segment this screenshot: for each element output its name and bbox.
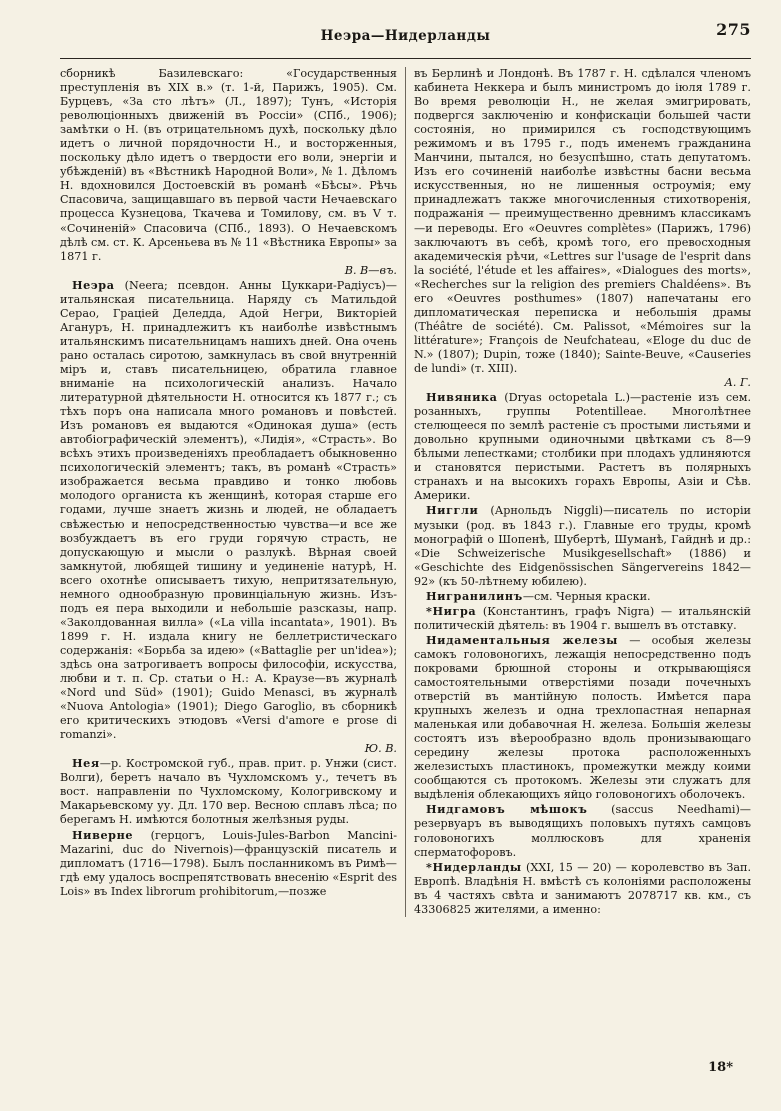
header-title: Неэра—Нидерланды xyxy=(320,28,491,44)
entry-body: (Neera; псевдон. Анны Цуккари-Радіусъ)—итальянская писательница. Наряду съ Матильдой Серао, Граціей Деледда, Адой Негри, Викторіей Агануръ, Н. принадлежитъ къ наиболѣе извѣстнымъ итальянскимъ писательницамъ нашихъ дней. Она очень рано осталась сиротою, замкнулась въ свой внутренній міръ и, ставъ писательницею, обратила главное вниманіе на психологическій анализъ. Начало литературной дѣятельности Н. относится къ 1877 г.; съ тѣхъ поръ она написала много романовъ и повѣстей. Изъ романовъ ея выдаются «Одинокая душа» (есть автобіографическій элементъ), «Лидія», «Страсть». Во всѣхъ этихъ произведеніяхъ преобладаетъ обыкновенно психологическій элементъ; такъ, въ романѣ «Страсть» изображается весьма правдиво и тонко любовь молодого органиста къ женщинѣ, которая старше его годами, лучше знаетъ жизнь и людей, не обладаетъ свѣжестью и непосредственностью чувства—и все же возбуждаетъ въ его груди горячую страсть, не допускающую и мысли о разлукѣ. Вѣрная своей замкнутой, любящей тишину и уединеніе натурѣ, Н. всего охотнѣе описываетъ тихую, непритязательную, немного однообразную провинціальную жизнь. Изъ-подъ ея пера выходили и небольшіе разсказы, напр. «Заколдованная вилла» («La villa incantata», 1901). Въ 1899 г. Н. издала книгу не беллетристическаго содержанія: «Борьба за идею» («Battaglie per un'idea»); здѣсь она затрогиваетъ вопросы философіи, искусства, любви и т. п. Ср. статьи о Н.: А. Краузе—въ журналѣ «Nord und Süd» (1901); Guido Menasci, въ журналѣ «Nuova Antologia» (1901); Diego Garoglio, въ сборникѣ его критическихъ этюдовъ «Versi d'amore e prose di romanzi». xyxy=(60,278,397,742)
article-entry xyxy=(414,390,751,503)
article-entry xyxy=(414,589,751,604)
entry-body: (Константинъ, графъ Nigra) — итальянскій политическій дѣятель: въ 1904 г. вышелъ въ отставку. xyxy=(414,604,751,632)
entry-body: (Dryas octopetala L.)—растеніе изъ сем. розанныхъ, группы Potentilleae. Многолѣтнее стелющееся по землѣ растеніе съ простыми листьями и довольно крупными одиночными цвѣтками съ 8—9 бѣлыми лепестками; столбики при плодахъ удлиняются и становятся перистыми. Растетъ въ полярныхъ странахъ и на высокихъ горахъ Европы, Азіи и Сѣв. Америки. xyxy=(414,391,751,503)
article-entry xyxy=(414,802,751,859)
article-continuation: въ Берлинѣ и Лондонѣ. Въ 1787 г. Н. сдѣлался членомъ кабинета Неккера и былъ министромъ до іюля 1789 г. Во время революціи Н., не желая эмигрировать, подвергся заключенію и конфискаціи большей части состоянія, но примирился съ господствующимъ режимомъ и въ 1795 г., подъ именемъ гражданина Манчини, пытался, но безуспѣшно, стать депутатомъ. Изъ его сочиненій наиболѣе извѣстны басни весьма искусственныя, но не лишенныя остроумія; ему принадлежатъ также многочисленныя стихотворенія, подражанія — преимущественно древнимъ классикамъ—и переводы. Его «Oeuvres complètes» (Парижъ, 1796) заключаютъ въ себѣ, кромѣ того, его превосходныя академическія рѣчи, «Lettres sur l'usage de l'esprit dans la société, l'étude et les affaires», «Dialogues des morts», «Recherches sur la religion des premiers Chaldéens». Въ его «Oeuvres posthumes» (1807) напечатаны его дипломатическая переписка и небольшія драмы (Théâtre de société). См. Palissot, «Mémoires sur la littérature»; François de Neufchateau, «Eloge du duc de N.» (1807); Dupin, тоже (1840); Sainte-Beuve, «Causeries de lundi» (т. XIII). xyxy=(414,67,751,375)
article-entry xyxy=(414,604,751,633)
entry-body: (XXI, 15 — 20) — королевство въ Зап. Европѣ. Владѣнія Н. вмѣстѣ съ колоніями расположены въ 4 частяхъ свѣта и занимаютъ 2078717 кв. км., съ 43306825 жителями, а именно: xyxy=(414,860,751,916)
article-entry xyxy=(60,828,397,899)
entry-body: —р. Костромской губ., прав. прит. р. Унжи (сист. Волги), беретъ начало въ Чухломскомъ у., течетъ въ вост. направленіи по Чухломскому, Кологривскому и Макарьевскому уу. Дл. 170 вер. Весною сплавъ лѣса; по берегамъ Н. имѣются болотныя желѣзныя руды. xyxy=(60,757,397,827)
page-number: 275 xyxy=(716,20,751,39)
entry-body: (Арнольдъ Niggli)—писатель по исторіи музыки (род. въ 1843 г.). Главные его труды, кромѣ монографій о Шопенѣ, Шубертѣ, Шуманѣ, Гайднѣ и др.: «Die Schweizerische Musikgesellschaft» (1886) и «Geschichte des Eidgenössischen Sängervereins 1842—92» (къ 50-лѣтнему юбилею). xyxy=(414,504,751,588)
right-column xyxy=(406,67,751,917)
text-columns xyxy=(60,67,751,917)
entry-headword: Ниверне xyxy=(72,827,134,842)
article-entry xyxy=(414,860,751,917)
article-signature: В. В—въ. xyxy=(344,263,397,277)
entry-headword: Нигранилинъ xyxy=(426,588,523,603)
entry-body: — особыя железы самокъ головоногихъ, лежащія непосредственно подъ покровами брюшной стороны и открывающіяся самостоятельными отверстіями позади почечныхъ отверстій въ мантійную полость. Имѣется пара крупныхъ железъ и одна трехлопастная непарная маленькая или добавочная Н. железа. Большія железы состоятъ изъ вѣерообразно вдоль пронизывающаго середину железы протока расположенныхъ железистыхъ пластинокъ, промежутки между коими сообщаются съ протокомъ. Железы эти служатъ для выдѣленія облекающихъ яйцо головоногихъ оболочекъ. xyxy=(414,633,752,802)
article-continuation: сборникѣ Базилевскаго: «Государственныя преступленія въ XIX в.» (т. 1-й, Парижъ, 1905). См. Бурцевъ, «За сто лѣтъ» (Л., 1897); Тунъ, «Исторія революціонныхъ движеній въ Россіи» (СПб., 1906); замѣтки о Н. (въ отрицательномъ духѣ, поскольку дѣло идетъ о личной порядочности Н., и восторженныя, поскольку дѣло идетъ о твердости его воли, энергіи и убѣжденій) въ «Вѣстникѣ Народной Воли», № 1. Дѣломъ Н. вдохновился Достоевскій въ романѣ «Бѣсы». Рѣчь Спасовича, защищавшаго въ первой части Нечаевскаго процесса Кузнецова, Ткачева и Томилову, см. въ V т. «Сочиненій» Спасовича (СПб., 1893). О Нечаевскомъ дѣлѣ см. ст. К. Арсеньева въ № 11 «Вѣстника Европы» за 1871 г. xyxy=(60,67,397,263)
entry-headword: Нея xyxy=(72,756,100,771)
entry-body: —см. Черныя краски. xyxy=(522,589,651,603)
entry-headword: Нивяника xyxy=(426,390,498,405)
header-rule xyxy=(60,58,751,59)
entry-headword: Неэра xyxy=(72,277,115,292)
article-signature: Ю. В. xyxy=(364,742,397,756)
left-column xyxy=(60,67,406,917)
entry-body: (saccus Needhami)—резервуаръ въ выводящихъ половыхъ путяхъ самцовъ головоногихъ моллюсковъ для храненія сперматофоровъ. xyxy=(414,803,751,859)
entry-headword: *Нигра xyxy=(426,603,477,618)
entry-headword: Нидгамовъ мѣшокъ xyxy=(426,802,588,817)
article-signature: А. Г. xyxy=(724,376,751,390)
article-entry xyxy=(414,503,751,588)
signature-mark: 18* xyxy=(708,1060,733,1075)
entry-headword: Ниггли xyxy=(426,503,479,518)
running-header xyxy=(60,20,751,52)
entry-headword: Нидаментальныя железы xyxy=(426,632,618,647)
entry-headword: *Нидерланды xyxy=(426,859,522,874)
article-entry xyxy=(60,756,397,827)
article-entry xyxy=(414,633,751,803)
article-entry xyxy=(60,278,397,743)
entry-body: (герцогъ, Louis-Jules-Barbon Mancini-Mazarini, duc do Nivernois)—французскій писатель и дипломатъ (1716—1798). Былъ посланникомъ въ Римѣ—гдѣ ему удалось воспрепятствовать внесенію «Esprit des Lois» въ Index librorum prohibitorum,—позже xyxy=(60,828,397,898)
